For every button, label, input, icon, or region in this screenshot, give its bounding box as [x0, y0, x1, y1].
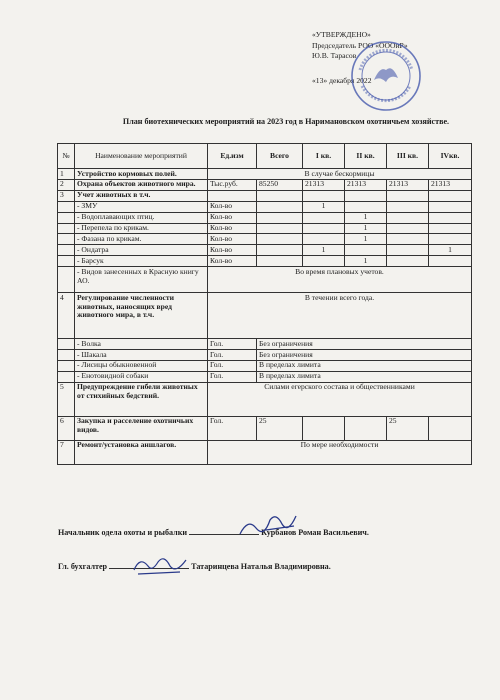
subrow-q2: 1: [345, 212, 387, 223]
subrow-name: - ЗМУ: [75, 201, 208, 212]
round-stamp-seal: [350, 40, 422, 112]
row-note: В течении всего года.: [208, 293, 472, 339]
subrow-q3: [387, 245, 429, 256]
row-q3: 21313: [387, 179, 429, 190]
subrow-name: - Видов занесенных в Красную книгу АО.: [75, 267, 208, 293]
table-row: [58, 256, 472, 267]
header-total: Всего: [257, 144, 303, 169]
approval-line-2: Ю.В. Тарасов: [312, 51, 357, 60]
row-note: Во время плановых учетов.: [208, 267, 472, 293]
row-name: Регулирование численности животных, наносящих вред животного мира, в т.ч.: [75, 293, 208, 339]
subrow-q2: [345, 245, 387, 256]
subrow-unit: Кол-во: [208, 256, 257, 267]
subrow-q2: [345, 201, 387, 212]
subrow-unit: Гол.: [208, 350, 257, 361]
table-row: [58, 190, 472, 201]
subrow-note: Без ограничения: [257, 339, 472, 350]
row-name: Закупка и расселение охотничьих видов.: [75, 416, 208, 440]
row-num: 2: [58, 179, 75, 190]
row-note: В случае бескормицы: [208, 169, 472, 180]
header-q4: IVкв.: [429, 144, 472, 169]
subrow-q1: [303, 212, 345, 223]
table-row: [58, 267, 472, 293]
table-row: [58, 169, 472, 180]
subrow-q4: [429, 201, 472, 212]
subrow-q4: [429, 234, 472, 245]
header-name: Наименование мероприятий: [75, 144, 208, 169]
approval-line-1: Председатель РОО «ОООиР»: [312, 40, 408, 50]
subrow-q3: [387, 212, 429, 223]
row-q2: 21313: [345, 179, 387, 190]
row-name: Устройство кормовых полей.: [75, 169, 208, 180]
table-row: [58, 179, 472, 190]
handwritten-signature-1: [236, 508, 306, 540]
signature-line-accountant: [58, 562, 478, 571]
subrow-q3: [387, 234, 429, 245]
table-row: [58, 212, 472, 223]
row-num: 7: [58, 440, 75, 464]
row-unit: Тыс.руб.: [208, 179, 257, 190]
subrow-q3: [387, 223, 429, 234]
row-q3: 25: [387, 416, 429, 440]
row-q4: 21313: [429, 179, 472, 190]
row-num: 5: [58, 382, 75, 416]
row-num: 3: [58, 190, 75, 201]
row-num: 1: [58, 169, 75, 180]
subrow-name: - Шакала: [75, 350, 208, 361]
subrow-q4: 1: [429, 245, 472, 256]
subrow-unit: Кол-во: [208, 245, 257, 256]
subrow-q1: 1: [303, 245, 345, 256]
subrow-name: - Водоплавающих птиц.: [75, 212, 208, 223]
row-name: Учет животных в т.ч.: [75, 190, 208, 201]
subrow-q2: 1: [345, 234, 387, 245]
row-unit: Гол.: [208, 416, 257, 440]
subrow-note: В пределах лимита: [257, 360, 472, 371]
subrow-q4: [429, 223, 472, 234]
subrow-unit: Кол-во: [208, 201, 257, 212]
row-note: Силами егерского состава и общественниками: [208, 382, 472, 416]
approval-date-rest: декабря 2022: [329, 75, 372, 85]
signer-1-name: Курбанов Роман Васильевич.: [261, 528, 369, 537]
table-row: [58, 234, 472, 245]
table-row: [58, 360, 472, 371]
subrow-q2: 1: [345, 256, 387, 267]
row-total: 85250: [257, 179, 303, 190]
approval-date-day: «13»: [312, 75, 328, 85]
subrow-q1: [303, 234, 345, 245]
table-header-row: [58, 144, 472, 169]
table-row: [58, 371, 472, 382]
row-num: 4: [58, 293, 75, 339]
row-name: Предупреждение гибели животных от стихийных бедствий.: [75, 382, 208, 416]
approval-heading: «УТВЕРЖДЕНО»: [312, 30, 371, 39]
subrow-unit: Гол.: [208, 360, 257, 371]
subrow-q2: 1: [345, 223, 387, 234]
header-q3: III кв.: [387, 144, 429, 169]
subrow-q1: 1: [303, 201, 345, 212]
table-row: [58, 339, 472, 350]
subrow-unit: Кол-во: [208, 212, 257, 223]
subrow-q3: [387, 256, 429, 267]
header-unit: Ед.изм: [208, 144, 257, 169]
table-row: [58, 440, 472, 464]
handwritten-signature-2: [130, 552, 190, 578]
table-row: [58, 201, 472, 212]
subrow-q1: [303, 256, 345, 267]
table-row: [58, 350, 472, 361]
row-q1: 21313: [303, 179, 345, 190]
subrow-name: - Барсук: [75, 256, 208, 267]
row-num: 6: [58, 416, 75, 440]
subrow-unit: Кол-во: [208, 223, 257, 234]
subrow-note: В пределах лимита: [257, 371, 472, 382]
subrow-note: Без ограничения: [257, 350, 472, 361]
subrow-q4: [429, 256, 472, 267]
row-note: По мере необходимости: [208, 440, 472, 464]
subrow-q3: [387, 201, 429, 212]
signer-2-title: Гл. бухгалтер: [58, 562, 108, 571]
measures-table: [57, 143, 472, 465]
table-row: [58, 416, 472, 440]
row-total: 25: [257, 416, 303, 440]
subrow-q4: [429, 212, 472, 223]
subrow-name: - Лисицы обыкновенной: [75, 360, 208, 371]
subrow-q1: [303, 223, 345, 234]
header-q1: I кв.: [303, 144, 345, 169]
table-row: [58, 245, 472, 256]
subrow-name: - Енотовидной собаки: [75, 371, 208, 382]
row-name: Охрана объектов животного мира.: [75, 179, 208, 190]
subrow-name: - Фазана по крикам.: [75, 234, 208, 245]
subrow-unit: Гол.: [208, 371, 257, 382]
header-num: №: [58, 144, 75, 169]
row-name: Ремонт/установка аншлагов.: [75, 440, 208, 464]
signer-1-title: Начальник одела охоты и рыбалки: [58, 528, 188, 537]
table-row: [58, 223, 472, 234]
subrow-name: - Волка: [75, 339, 208, 350]
header-q2: II кв.: [345, 144, 387, 169]
document-title: План биотехнических мероприятий на 2023 год в Наримановском охотничьем хозяйстве.: [122, 117, 450, 126]
table-row: [58, 382, 472, 416]
subrow-unit: Гол.: [208, 339, 257, 350]
table-row: [58, 293, 472, 339]
subrow-name: - Ондатра: [75, 245, 208, 256]
subrow-unit: Кол-во: [208, 234, 257, 245]
signer-2-name: Татаринцева Наталья Владимировна.: [191, 562, 331, 571]
subrow-name: - Перепела по крикам.: [75, 223, 208, 234]
